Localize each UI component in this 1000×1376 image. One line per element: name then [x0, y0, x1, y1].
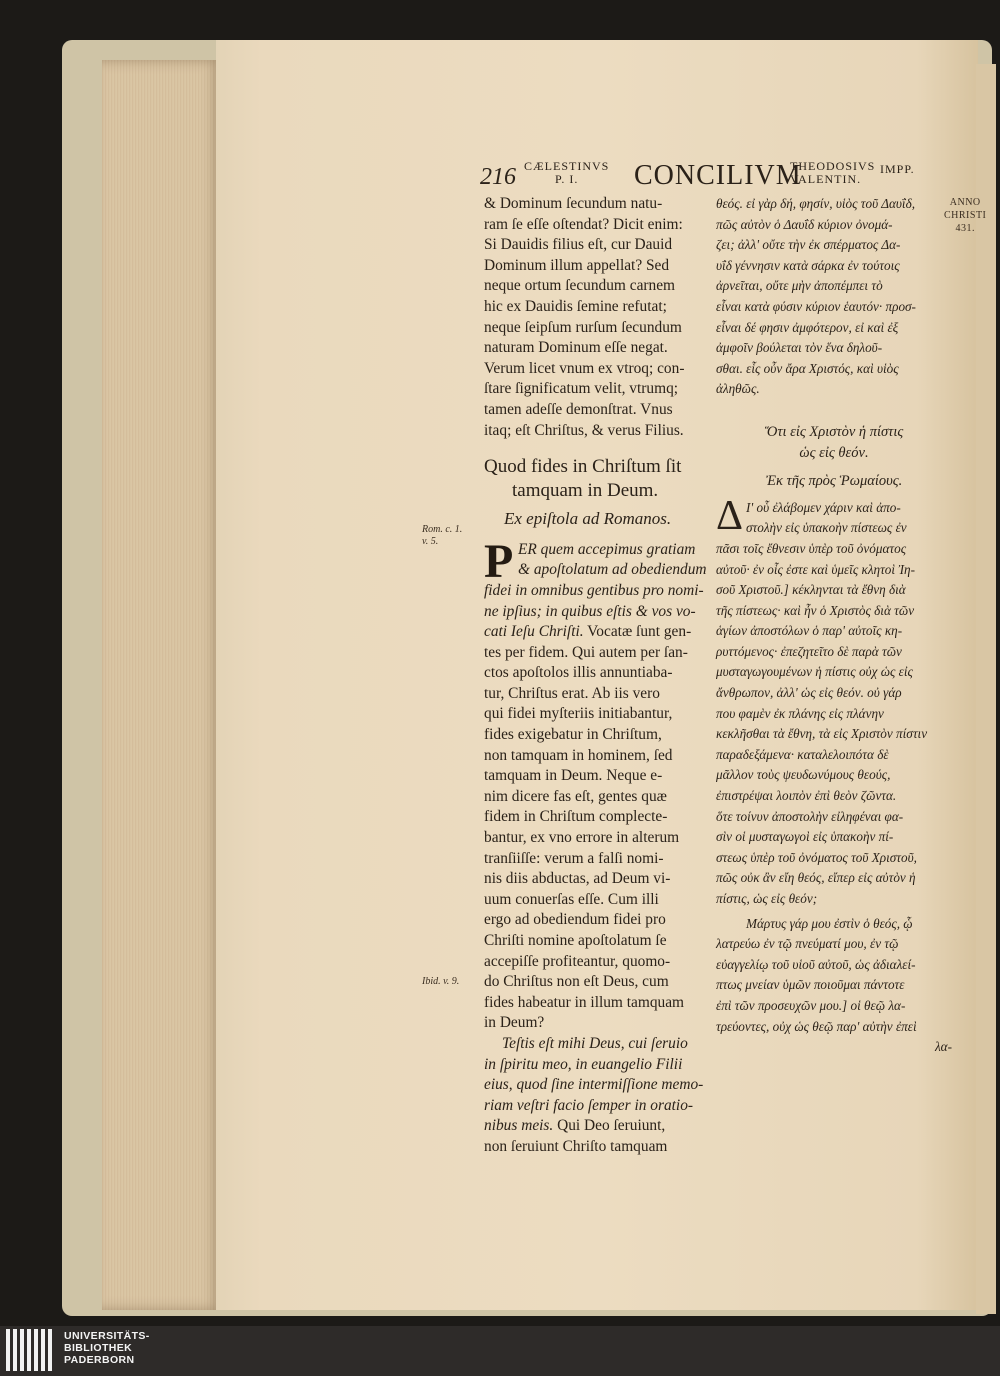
footer-bar	[0, 1326, 1000, 1376]
text-line: Ι' οὗ ἐλάβομεν χάριν καὶ ἀπο-	[746, 499, 901, 515]
running-head-left-line-1: CÆLESTINVS	[524, 159, 610, 173]
section-subheading: Ex epiſtola ad Romanos.	[504, 509, 672, 529]
greek-heading-line-2: ὡς εἰς θεόν.	[799, 444, 869, 461]
text-line: ὅτε τοίνυν ἀποστολὴν εἰληφέναι φα-	[716, 808, 904, 824]
text-line: tamquam in Deum. Neque e-	[484, 767, 663, 785]
text-line: fides exigebatur in Chriſtum,	[484, 726, 662, 744]
greek-column	[716, 194, 952, 1058]
text-line: nim dicere fas eſt, gentes quæ	[484, 787, 667, 805]
margin-note-line: Rom. c. 1.	[422, 524, 463, 535]
text-line: εὐαγγελίῳ τοῦ υἱοῦ αὐτοῦ, ὡς ἀδιαλεί-	[716, 956, 916, 972]
text-line: nis diis abductas, ad Deum vi-	[484, 870, 671, 888]
text-line: ἐπιστρέψαι λοιπὸν ἐπὶ θεὸν ζῶντα.	[716, 788, 897, 804]
anno-line: 431.	[955, 223, 975, 234]
text-line: στολὴν εἰς ὑπακοὴν πίστεως ἐν	[746, 520, 907, 536]
page-fore-edge	[102, 60, 222, 1310]
text-line: non tamquam in hominem, ſed	[484, 746, 673, 764]
text-line: itaq; eſt Chriſtus, & verus Filius.	[484, 421, 684, 439]
text-line: ἄνθρωπον, ἀλλ' ὡς εἰς θεόν. οὐ γάρ	[716, 685, 902, 701]
text-line: hic ex Dauidis ſemine refutat;	[484, 297, 667, 315]
text-line: ἀμφοῖν βούλεται τὸν ἕνα δηλοῦ-	[716, 340, 883, 356]
text-line: fides habeatur in illum tamquam	[484, 993, 685, 1011]
text-line: Teſtis eſt mihi Deus, cui ſeruio	[502, 1034, 688, 1052]
text-line: υΐδ γέννησιν κατὰ σάρκα ἐν τούτοις	[716, 257, 900, 273]
text-line: tranſiiſſe: verum a falſi nomi-	[484, 849, 664, 867]
text-line: naturam Dominum eſſe negat.	[484, 339, 668, 357]
text-line: τῆς πίστεως· καὶ ἦν ὁ Χριστὸς διὰ τῶν	[716, 602, 915, 618]
text-line: ἀρνεῖται, οὔτε μὴν ἀποπέμπει τὸ	[716, 278, 883, 294]
running-title: CONCILIVM	[634, 160, 802, 191]
text-line: Chriſti nomine apoſtolatum ſe	[484, 932, 667, 949]
section-heading-line-2: tamquam in Deum.	[512, 480, 659, 502]
text-line: ἁγίων ἀποστόλων ὁ παρ' αὐτοῖς κη-	[716, 623, 903, 639]
text-line: ἀληθῶς.	[716, 381, 760, 397]
running-head-left-line-2: P. I.	[555, 172, 579, 186]
text-line: πᾶσι τοῖς ἔθνεσιν ὑπὲρ τοῦ ὀνόματος	[716, 540, 907, 556]
text-line: πῶς αὐτὸν ὁ Δαυΐδ κύριον ὀνομά-	[716, 216, 893, 232]
text-line	[484, 622, 710, 643]
text-span-italic: nibus meis.	[484, 1117, 554, 1135]
text-line: & apoſtolatum ad obediendum	[518, 561, 707, 579]
greek-drop-cap: Δ	[716, 492, 744, 539]
greek-paragraph-2	[716, 914, 952, 1058]
text-line: qui fidei myſteriis initiabantur,	[484, 705, 673, 723]
section-heading-line-1: Quod fides in Chriſtum ſit	[484, 456, 682, 478]
latin-column	[484, 194, 710, 1158]
running-head	[480, 158, 940, 194]
text-line: σθαι. εἷς οὖν ἄρα Χριστός, καὶ υἱὸς	[716, 360, 899, 376]
margin-note-line: v. 5.	[422, 536, 439, 547]
text-line: κεκλῆσθαι τὰ ἔθνη, τὰ εἰς Χριστὸν πίστιν	[716, 726, 928, 742]
text-line: fidem in Chriſtum complecte-	[484, 808, 668, 826]
text-line: in ſpiritu meo, in euangelio Filii	[484, 1055, 683, 1073]
text-line	[484, 1116, 710, 1137]
page-number: 216	[480, 164, 516, 190]
text-line: in Deum?	[484, 1014, 545, 1032]
text-line: tur, Chriſtus erat. Ab iis vero	[484, 684, 660, 702]
catchword: λα-	[934, 1039, 952, 1055]
text-line: πτως μνείαν ὑμῶν ποιοῦμαι πάντοτε	[716, 977, 905, 993]
drop-cap: P	[484, 534, 514, 588]
text-line: eius, quod ſine intermiſſione memo-	[484, 1076, 704, 1094]
running-head-right-line-1: THEODOSIVS	[790, 159, 876, 173]
text-line: fidei in omnibus gentibus pro nomi-	[484, 581, 704, 599]
running-head-right-line-2: VALENTIN.	[790, 172, 862, 186]
text-line: tes per fidem. Qui autem per ſan-	[484, 643, 688, 661]
text-line: παραδεξάμενα· καταλελοιπότα δὲ	[716, 746, 889, 762]
text-line: Μάρτυς γάρ μου ἐστὶν ὁ θεός, ᾧ	[746, 915, 913, 931]
greek-subheading: Ἐκ τῆς πρὸς Ῥωμαίους.	[765, 473, 903, 490]
text-line: πῶς οὐκ ἂν εἴη θεός, εἴπερ εἰς αὐτὸν ἡ	[716, 870, 916, 886]
text-line: tamen adeſſe demonſtrat. Vnus	[484, 400, 673, 418]
running-head-suffix: IMPP.	[880, 162, 915, 176]
text-line: Dominum illum appellat? Sed	[484, 256, 670, 274]
text-line: do Chriſtus non eſt Deus, cum	[484, 973, 669, 991]
text-line: bantur, ex vno errore in alterum	[484, 829, 680, 847]
margin-note-line: Ibid. v. 9.	[422, 976, 460, 987]
text-line: ἐπὶ τῶν προσευχῶν μου.] οἱ θεῷ λα-	[716, 997, 906, 1013]
text-line: ergo ad obediendum fidei pro	[484, 911, 666, 929]
text-line: neque ortum ſecundum carnem	[484, 277, 676, 295]
running-head-left	[524, 160, 609, 186]
text-line: & Dominum ſecundum natu-	[484, 195, 663, 212]
text-line: non ſeruiunt Chriſto tamquam	[484, 1137, 668, 1155]
text-line: accepiſſe profiteantur, quomo-	[484, 952, 671, 970]
text-line: ρυττόμενος· ἐπεζητεῖτο δὲ παρὰ τῶν	[716, 643, 902, 659]
text-line: ζει; ἀλλ' οὔτε τὴν ἐκ σπέρματος Δα-	[716, 237, 901, 253]
text-line: τρεύοντες, οὐχ ὡς θεῷ παρ' αὐτὴν ἐπεὶ	[716, 1018, 917, 1034]
margin-note-ibid	[422, 976, 459, 988]
text-line: αὐτοῦ· ἐν οἷς ἐστε καὶ ὑμεῖς κλητοὶ Ἰη-	[716, 561, 915, 577]
greek-paragraph-1	[716, 492, 952, 910]
greek-heading-line-1: Ὅτι εἰς Χριστὸν ἡ πίστις	[764, 423, 904, 440]
text-line: λατρεύω ἐν τῷ πνεύματί μου, ἐν τῷ	[716, 936, 899, 952]
text-line: στεως ὑπὲρ τοῦ ὀνόματος τοῦ Χριστοῦ,	[716, 849, 917, 865]
library-name-line-1: UNIVERSITÄTS-	[64, 1330, 150, 1342]
text-line: μυσταγωγουμένων ἡ πίστις οὐχ ὡς εἰς	[716, 664, 913, 680]
anno-line: ANNO	[949, 197, 981, 208]
library-name-line-2: BIBLIOTHEK	[64, 1342, 133, 1354]
library-name[interactable]	[64, 1330, 150, 1366]
text-line: θεός. εἰ γὰρ δή, φησίν, υἱὸς τοῦ Δαυΐδ,	[716, 196, 916, 211]
running-head-right	[790, 160, 875, 186]
text-line: σοῦ Χριστοῦ.] κέκληνται τὰ ἔθνη διὰ	[716, 582, 906, 598]
text-span: Qui Deo ſeruiunt,	[553, 1117, 666, 1135]
text-line: ſtare ſignificatum velit, vtrumq;	[484, 380, 679, 398]
text-line: ne ipſius; in quibus eſtis & vos vo-	[484, 602, 696, 620]
text-line: Si Dauidis filius eſt, cur Dauid	[484, 236, 673, 254]
text-line: ram ſe eſſe oſtendat? Dicit enim:	[484, 215, 683, 233]
latin-paragraph-1	[484, 534, 710, 1034]
latin-paragraph-2	[484, 1034, 710, 1158]
text-line: uum conuerſas eſſe. Cum illi	[484, 890, 659, 908]
text-line: Verum licet vnum ex vtroq; con-	[484, 359, 685, 377]
library-name-line-3: PADERBORN	[64, 1354, 135, 1366]
text-line: πίστις, ὡς εἰς θεόν;	[716, 891, 818, 906]
book-gutter	[976, 64, 996, 1314]
margin-note-rom	[422, 524, 462, 548]
text-line: riam veſtri facio ſemper in oratio-	[484, 1096, 694, 1114]
text-line: εἶναι κατὰ φύσιν κύριον ἑαυτόν· προσ-	[716, 298, 916, 314]
text-line: που φαμὲν ἐκ πλάνης εἰς πλάνην	[716, 705, 884, 721]
library-logo-icon	[6, 1329, 56, 1371]
text-span-italic: cati Ieſu Chriſti.	[484, 623, 584, 641]
text-line: ER quem accepimus gratiam	[518, 540, 696, 558]
text-line: εἶναι δέ φησιν ἀμφότερον, εἰ καὶ ἐξ	[716, 319, 899, 335]
text-line: σὶν οἱ μυσταγωγοὶ εἰς ὑπακοὴν πί-	[716, 829, 894, 845]
text-line: neque ſeipſum rurſum ſecundum	[484, 318, 682, 336]
text-line: ctos apoſtolos illis annuntiaba-	[484, 664, 673, 682]
text-line: μᾶλλον τοὺς ψευδωνύμους θεούς,	[716, 767, 891, 783]
text-span: Vocatæ ſunt gen-	[583, 623, 692, 641]
anno-line: CHRISTI	[944, 210, 987, 221]
